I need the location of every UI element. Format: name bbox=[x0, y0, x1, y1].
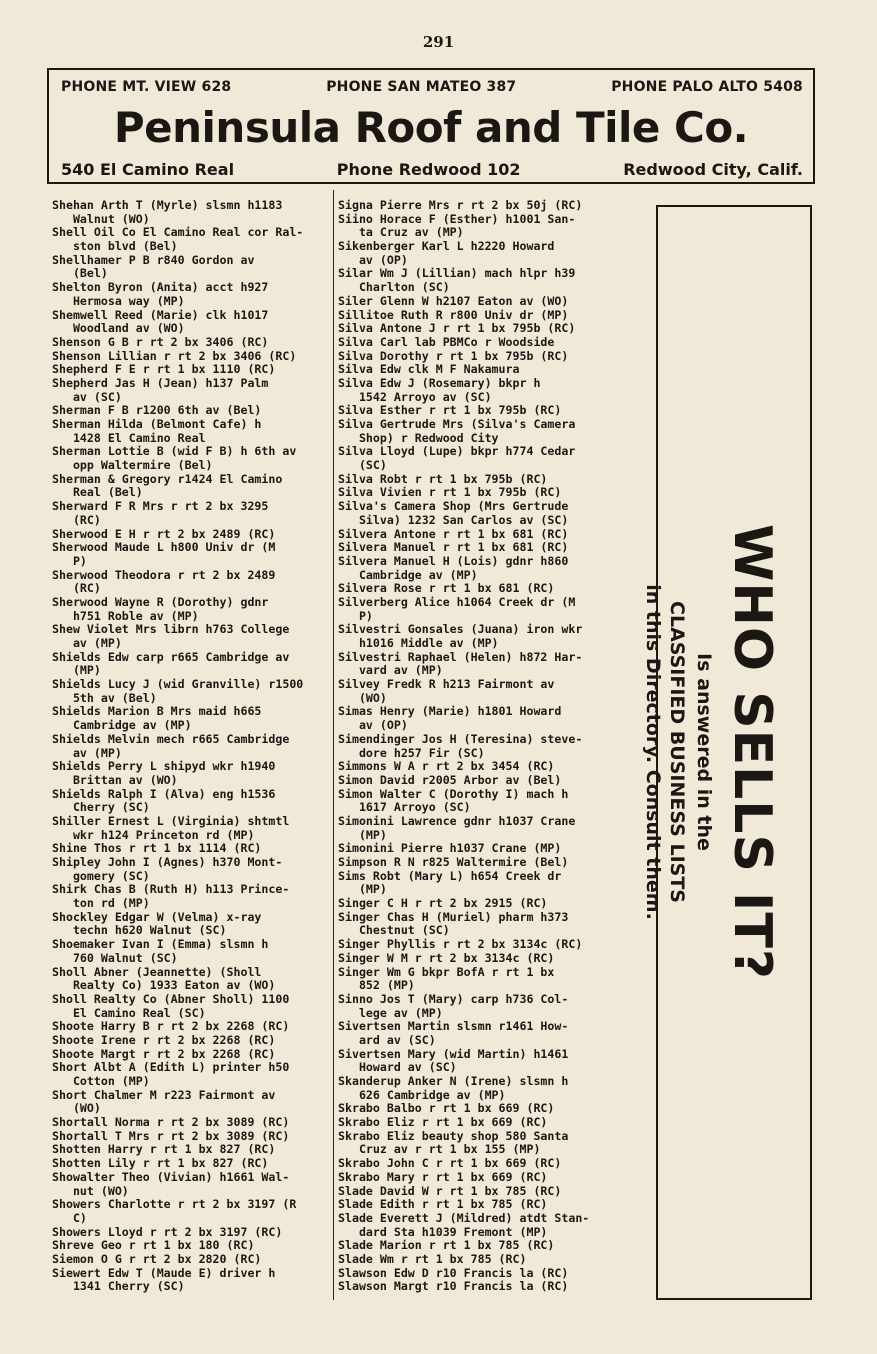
directory-entry-line: Sinno Jos T (Mary) carp h736 Col- bbox=[338, 991, 569, 1006]
directory-entry-line: Silva Gertrude Mrs (Silva's Camera bbox=[338, 417, 576, 431]
directory-entry-line: Simmons W A r rt 2 bx 3454 (RC) bbox=[338, 759, 555, 774]
ad-company-name: Peninsula Roof and Tile Co. bbox=[113, 103, 749, 152]
ad-phone-palo-alto: PHONE PALO ALTO 5408 bbox=[611, 79, 803, 95]
directory-entry-line: Shreve Geo r rt 1 bx 180 (RC) bbox=[52, 1238, 255, 1253]
directory-entry-line: 760 Walnut (SC) bbox=[52, 950, 178, 965]
directory-entry-line: Sherman F B r1200 6th av (Bel) bbox=[52, 403, 262, 418]
directory-entry-line: Shew Violet Mrs librn h763 College bbox=[52, 622, 290, 637]
directory-entry-line: Sherwood Wayne R (Dorothy) gdnr bbox=[52, 594, 269, 609]
ad-phone-san-mateo: PHONE SAN MATEO 387 bbox=[326, 79, 517, 95]
directory-entry-line: Howard av (SC) bbox=[338, 1060, 457, 1075]
directory-entry-line: Silva) 1232 San Carlos av (SC) bbox=[338, 512, 569, 527]
directory-entry-line: Shell Oil Co El Camino Real cor Ral- bbox=[52, 225, 304, 240]
sidebar-title: WHO SELLS IT? bbox=[722, 524, 782, 980]
advertisement-banner bbox=[47, 68, 815, 184]
directory-entry-line: ard av (SC) bbox=[338, 1032, 436, 1047]
directory-entry-line: C) bbox=[52, 1210, 87, 1225]
directory-entry-line: Chestnut (SC) bbox=[338, 923, 450, 938]
directory-entry-line: Slade Edith r rt 1 bx 785 (RC) bbox=[338, 1197, 548, 1212]
directory-entry-line: Simon Walter C (Dorothy I) mach h bbox=[338, 786, 569, 801]
directory-entry-line: h751 Roble av (MP) bbox=[52, 608, 199, 623]
sidebar-advertisement bbox=[641, 205, 812, 1300]
directory-entry-line: Singer Phyllis r rt 2 bx 3134c (RC) bbox=[338, 937, 583, 952]
directory-entry-line: Shields Lucy J (wid Granville) r1500 bbox=[52, 677, 304, 692]
directory-entry-line: Shellhamer P B r840 Gordon av bbox=[52, 252, 255, 267]
directory-entry-line: av (OP) bbox=[338, 718, 408, 733]
directory-entry-line: Shields Ralph I (Alva) eng h1536 bbox=[52, 786, 276, 801]
directory-column-left bbox=[52, 199, 330, 1294]
directory-entry-line: h1016 Middle av (MP) bbox=[338, 636, 499, 650]
directory-entry-line: Sherward F R Mrs r rt 2 bx 3295 bbox=[52, 499, 269, 514]
directory-entry-line: Sikenberger Karl L h2220 Howard bbox=[338, 239, 555, 254]
directory-entry-line: Sivertsen Mary (wid Martin) h1461 bbox=[338, 1046, 569, 1061]
directory-entry-line: Skrabo Balbo r rt 1 bx 669 (RC) bbox=[338, 1101, 555, 1116]
directory-entry-line: Silva Lloyd (Lupe) bkpr h774 Cedar bbox=[338, 444, 576, 459]
directory-entry-line: dore h257 Fir (SC) bbox=[338, 745, 485, 760]
directory-entry-line: P) bbox=[52, 553, 87, 568]
directory-entry-line: dard Sta h1039 Fremont (MP) bbox=[338, 1224, 548, 1239]
directory-entry-line: Silar Wm J (Lillian) mach hlpr h39 bbox=[338, 266, 576, 281]
directory-entry-line: Shoote Harry B r rt 2 bx 2268 (RC) bbox=[52, 1019, 290, 1034]
directory-entry-line: av (MP) bbox=[52, 636, 122, 650]
directory-entry-line: 852 (MP) bbox=[338, 978, 415, 993]
directory-entry-line: Siemon O G r rt 2 bx 2820 (RC) bbox=[52, 1251, 262, 1266]
directory-entry-line: Showers Lloyd r rt 2 bx 3197 (RC) bbox=[52, 1224, 283, 1239]
directory-entry-line: ta Cruz av (MP) bbox=[338, 225, 464, 240]
directory-entry-line: Hermosa way (MP) bbox=[52, 293, 185, 308]
directory-entry-line: ston blvd (Bel) bbox=[52, 239, 178, 254]
directory-entry-line: Silva Robt r rt 1 bx 795b (RC) bbox=[338, 471, 548, 486]
directory-entry-line: Simas Henry (Marie) h1801 Howard bbox=[338, 704, 562, 719]
directory-entry-line: techn h620 Walnut (SC) bbox=[52, 923, 227, 938]
directory-entry-line: av (SC) bbox=[52, 389, 122, 404]
directory-entry-line: lege av (MP) bbox=[338, 1005, 443, 1020]
directory-entry-line: 1542 Arroyo av (SC) bbox=[338, 389, 492, 404]
directory-entry-line: gomery (SC) bbox=[52, 868, 150, 883]
directory-entry-line: (Bel) bbox=[52, 266, 108, 281]
directory-entry-line: Skrabo Eliz beauty shop 580 Santa bbox=[338, 1128, 569, 1143]
directory-entry-line: Shoote Irene r rt 2 bx 2268 (RC) bbox=[52, 1032, 276, 1047]
directory-entry-line: Slade Marion r rt 1 bx 785 (RC) bbox=[338, 1238, 555, 1253]
directory-entry-line: Shortall T Mrs r rt 2 bx 3089 (RC) bbox=[52, 1128, 290, 1143]
directory-entry-line: Woodland av (WO) bbox=[52, 321, 185, 336]
directory-entry-line: nut (WO) bbox=[52, 1183, 129, 1198]
directory-entry-line: Silvey Fredk R h213 Fairmont av bbox=[338, 677, 555, 692]
sidebar-line-1: Is answered in the bbox=[693, 653, 715, 851]
directory-entry-line: Brittan av (WO) bbox=[52, 772, 178, 787]
directory-entry-line: Slade Wm r rt 1 bx 785 (RC) bbox=[338, 1251, 527, 1266]
directory-entry-line: Singer Chas H (Muriel) pharm h373 bbox=[338, 909, 569, 924]
directory-entry-line: Silva Esther r rt 1 bx 795b (RC) bbox=[338, 403, 562, 418]
ad-street-address: 540 El Camino Real bbox=[61, 160, 235, 179]
directory-entry-line: Shockley Edgar W (Velma) x-ray bbox=[52, 909, 262, 924]
directory-entry-line: ton rd (MP) bbox=[52, 896, 150, 911]
directory-column-right bbox=[338, 199, 646, 1294]
ad-city: Redwood City, Calif. bbox=[623, 160, 803, 179]
directory-entry-line: (MP) bbox=[338, 882, 387, 897]
directory-entry-line: Silvestri Gonsales (Juana) iron wkr bbox=[338, 622, 583, 637]
directory-entry-line: Showalter Theo (Vivian) h1661 Wal- bbox=[52, 1169, 290, 1184]
directory-entry-line: Simonini Lawrence gdnr h1037 Crane bbox=[338, 813, 576, 828]
directory-entry-line: (SC) bbox=[338, 458, 387, 473]
directory-entry-line: Silva's Camera Shop (Mrs Gertrude bbox=[338, 499, 569, 514]
directory-entry-line: Short Albt A (Edith L) printer h50 bbox=[52, 1060, 290, 1075]
directory-entry-line: av (OP) bbox=[338, 252, 408, 267]
directory-entry-line: Shields Perry L shipyd wkr h1940 bbox=[52, 759, 276, 774]
directory-entry-line: Shemwell Reed (Marie) clk h1017 bbox=[52, 307, 269, 322]
directory-entry-line: Real (Bel) bbox=[52, 485, 143, 500]
directory-entry-line: El Camino Real (SC) bbox=[52, 1005, 206, 1020]
ad-phone-mt-view: PHONE MT. VIEW 628 bbox=[61, 79, 232, 95]
directory-entry-line: Shields Melvin mech r665 Cambridge bbox=[52, 731, 290, 746]
column-divider bbox=[333, 190, 334, 1300]
directory-entry-line: Shoote Margt r rt 2 bx 2268 (RC) bbox=[52, 1046, 276, 1061]
directory-entry-line: Simonini Pierre h1037 Crane (MP) bbox=[338, 841, 562, 856]
page-number: 291 bbox=[422, 33, 455, 51]
directory-entry-line: Sims Robt (Mary L) h654 Creek dr bbox=[338, 868, 562, 883]
sidebar-line-3: in this Directory. Consult them. bbox=[641, 584, 664, 920]
directory-entry-line: Shepherd Jas H (Jean) h137 Palm bbox=[52, 375, 269, 390]
directory-entry-line: Simendinger Jos H (Teresina) steve- bbox=[338, 731, 583, 746]
directory-entry-line: Shehan Arth T (Myrle) slsmn h1183 bbox=[52, 198, 283, 212]
directory-entry-line: Singer W M r rt 2 bx 3134c (RC) bbox=[338, 950, 555, 965]
directory-entry-line: Shine Thos r rt 1 bx 1114 (RC) bbox=[52, 841, 262, 856]
directory-entry-line: Simon David r2005 Arbor av (Bel) bbox=[338, 772, 562, 787]
directory-entry-line: wkr h124 Princeton rd (MP) bbox=[52, 827, 255, 842]
directory-entry-line: Singer C H r rt 2 bx 2915 (RC) bbox=[338, 896, 548, 911]
directory-entry-line: (WO) bbox=[52, 1101, 101, 1116]
directory-entry-line: Sherwood E H r rt 2 bx 2489 (RC) bbox=[52, 526, 276, 541]
directory-entry-line: Siewert Edw T (Maude E) driver h bbox=[52, 1265, 276, 1280]
directory-entry-line: (RC) bbox=[52, 512, 101, 527]
directory-entry-line: 1341 Cherry (SC) bbox=[52, 1279, 185, 1294]
directory-entry-line: Cherry (SC) bbox=[52, 800, 150, 815]
directory-entry-line: Charlton (SC) bbox=[338, 280, 450, 295]
directory-entry-line: Shields Marion B Mrs maid h665 bbox=[52, 704, 262, 719]
directory-entry-line: Skrabo Eliz r rt 1 bx 669 (RC) bbox=[338, 1115, 548, 1130]
directory-entry-line: Sholl Realty Co (Abner Sholl) 1100 bbox=[52, 991, 290, 1006]
directory-entry-line: Shepherd F E r rt 1 bx 1110 (RC) bbox=[52, 362, 276, 377]
directory-entry-line: Siler Glenn W h2107 Eaton av (WO) bbox=[338, 293, 569, 308]
directory-entry-line: Sivertsen Martin slsmn r1461 How- bbox=[338, 1019, 569, 1034]
directory-entry-line: (MP) bbox=[52, 663, 101, 678]
directory-entry-line: Silva Dorothy r rt 1 bx 795b (RC) bbox=[338, 348, 569, 363]
directory-entry-line: Cambridge av (MP) bbox=[338, 567, 478, 582]
directory-entry-line: Sillitoe Ruth R r800 Univ dr (MP) bbox=[338, 307, 569, 322]
directory-entry-line: Showers Charlotte r rt 2 bx 3197 (R bbox=[52, 1197, 297, 1212]
directory-entry-line: (WO) bbox=[338, 690, 387, 705]
sidebar-rotated-text bbox=[640, 217, 782, 1287]
directory-entry-line: Sherwood Theodora r rt 2 bx 2489 bbox=[52, 567, 276, 582]
directory-entry-line: Siino Horace F (Esther) h1001 San- bbox=[338, 211, 576, 226]
directory-entry-line: Silvera Antone r rt 1 bx 681 (RC) bbox=[338, 526, 569, 541]
directory-entry-line: 5th av (Bel) bbox=[52, 690, 157, 705]
directory-entry-line: Shipley John I (Agnes) h370 Mont- bbox=[52, 855, 283, 869]
directory-entry-line: Silva Edw J (Rosemary) bkpr h bbox=[338, 375, 541, 390]
directory-entry-line: P) bbox=[338, 608, 373, 623]
directory-entry-line: Singer Wm G bkpr BofA r rt 1 bx bbox=[338, 964, 555, 979]
directory-entry-line: Shop) r Redwood City bbox=[338, 430, 499, 445]
directory-entry-line: Shotten Harry r rt 1 bx 827 (RC) bbox=[52, 1142, 276, 1157]
directory-entry-line: Skrabo John C r rt 1 bx 669 (RC) bbox=[338, 1156, 562, 1171]
directory-entry-line: Simpson R N r825 Waltermire (Bel) bbox=[338, 855, 569, 869]
directory-entry-line: Shields Edw carp r665 Cambridge av bbox=[52, 649, 290, 664]
directory-entry-line: Signa Pierre Mrs r rt 2 bx 50j (RC) bbox=[338, 198, 583, 212]
ad-phone-row bbox=[61, 79, 803, 95]
directory-entry-line: Sherman Hilda (Belmont Cafe) h bbox=[52, 417, 262, 431]
directory-entry-line: Cotton (MP) bbox=[52, 1074, 150, 1088]
directory-entry-line: Sherman & Gregory r1424 El Camino bbox=[52, 471, 283, 486]
directory-entry-line: Shoemaker Ivan I (Emma) slsmn h bbox=[52, 937, 269, 952]
directory-entry-line: av (MP) bbox=[52, 745, 122, 760]
directory-entry-line: Shenson Lillian r rt 2 bx 3406 (RC) bbox=[52, 348, 297, 363]
directory-entry-line: Silvestri Raphael (Helen) h872 Har- bbox=[338, 649, 583, 664]
directory-entry-line: Cambridge av (MP) bbox=[52, 718, 192, 733]
directory-entry-line: Shelton Byron (Anita) acct h927 bbox=[52, 280, 269, 295]
directory-entry-line: Silva Carl lab PBMCo r Woodside bbox=[338, 334, 555, 349]
directory-entry-line: Silvera Manuel H (Lois) gdnr h860 bbox=[338, 553, 569, 568]
directory-entry-line: Sherman Lottie B (wid F B) h 6th av bbox=[52, 444, 297, 459]
directory-entry-line: Slawson Margt r10 Francis la (RC) bbox=[338, 1279, 569, 1294]
directory-entry-line: (RC) bbox=[52, 581, 101, 596]
directory-entry-line: Silvera Manuel r rt 1 bx 681 (RC) bbox=[338, 540, 569, 555]
directory-entry-line: Realty Co) 1933 Eaton av (WO) bbox=[52, 978, 276, 993]
directory-entry-line: 1428 El Camino Real bbox=[52, 430, 206, 445]
ad-phone-redwood: Phone Redwood 102 bbox=[336, 160, 521, 179]
directory-entry-line: Skrabo Mary r rt 1 bx 669 (RC) bbox=[338, 1169, 548, 1184]
directory-entry-line: Silva Vivien r rt 1 bx 795b (RC) bbox=[338, 485, 562, 500]
directory-entry-line: Shiller Ernest L (Virginia) shtmtl bbox=[52, 813, 290, 828]
directory-entry-line: Shortall Norma r rt 2 bx 3089 (RC) bbox=[52, 1115, 290, 1130]
directory-entry-line: Silva Antone J r rt 1 bx 795b (RC) bbox=[338, 321, 576, 336]
directory-entry-line: opp Waltermire (Bel) bbox=[52, 458, 213, 473]
directory-entry-line: Sholl Abner (Jeannette) (Sholl bbox=[52, 964, 262, 979]
directory-entry-line: Silverberg Alice h1064 Creek dr (M bbox=[338, 594, 576, 609]
directory-entry-line: Cruz av r rt 1 bx 155 (MP) bbox=[338, 1142, 541, 1157]
directory-entry-line: Walnut (WO) bbox=[52, 211, 150, 226]
directory-entry-line: Shenson G B r rt 2 bx 3406 (RC) bbox=[52, 334, 269, 349]
directory-entry-line: Silva Edw clk M F Nakamura bbox=[338, 362, 520, 377]
sidebar-line-2: CLASSIFIED BUSINESS LISTS bbox=[666, 601, 689, 903]
directory-entry-line: vard av (MP) bbox=[338, 663, 443, 678]
directory-entry-line: 626 Cambridge av (MP) bbox=[338, 1087, 506, 1102]
directory-entry-line: Shotten Lily r rt 1 bx 827 (RC) bbox=[52, 1156, 269, 1171]
directory-entry-line: Slawson Edw D r10 Francis la (RC) bbox=[338, 1265, 569, 1280]
ad-address-row bbox=[61, 160, 803, 179]
directory-entry-line: Slade Everett J (Mildred) atdt Stan- bbox=[338, 1210, 590, 1225]
directory-entry-line: Short Chalmer M r223 Fairmont av bbox=[52, 1087, 276, 1102]
directory-entry-line: Shirk Chas B (Ruth H) h113 Prince- bbox=[52, 882, 290, 897]
directory-entry-line: Slade David W r rt 1 bx 785 (RC) bbox=[338, 1183, 562, 1198]
directory-entry-line: 1617 Arroyo (SC) bbox=[338, 800, 471, 815]
directory-entry-line: Skanderup Anker N (Irene) slsmn h bbox=[338, 1074, 569, 1088]
directory-entry-line: Silvera Rose r rt 1 bx 681 (RC) bbox=[338, 581, 555, 596]
directory-entry-line: Sherwood Maude L h800 Univ dr (M bbox=[52, 540, 276, 555]
directory-entry-line: (MP) bbox=[338, 827, 387, 842]
